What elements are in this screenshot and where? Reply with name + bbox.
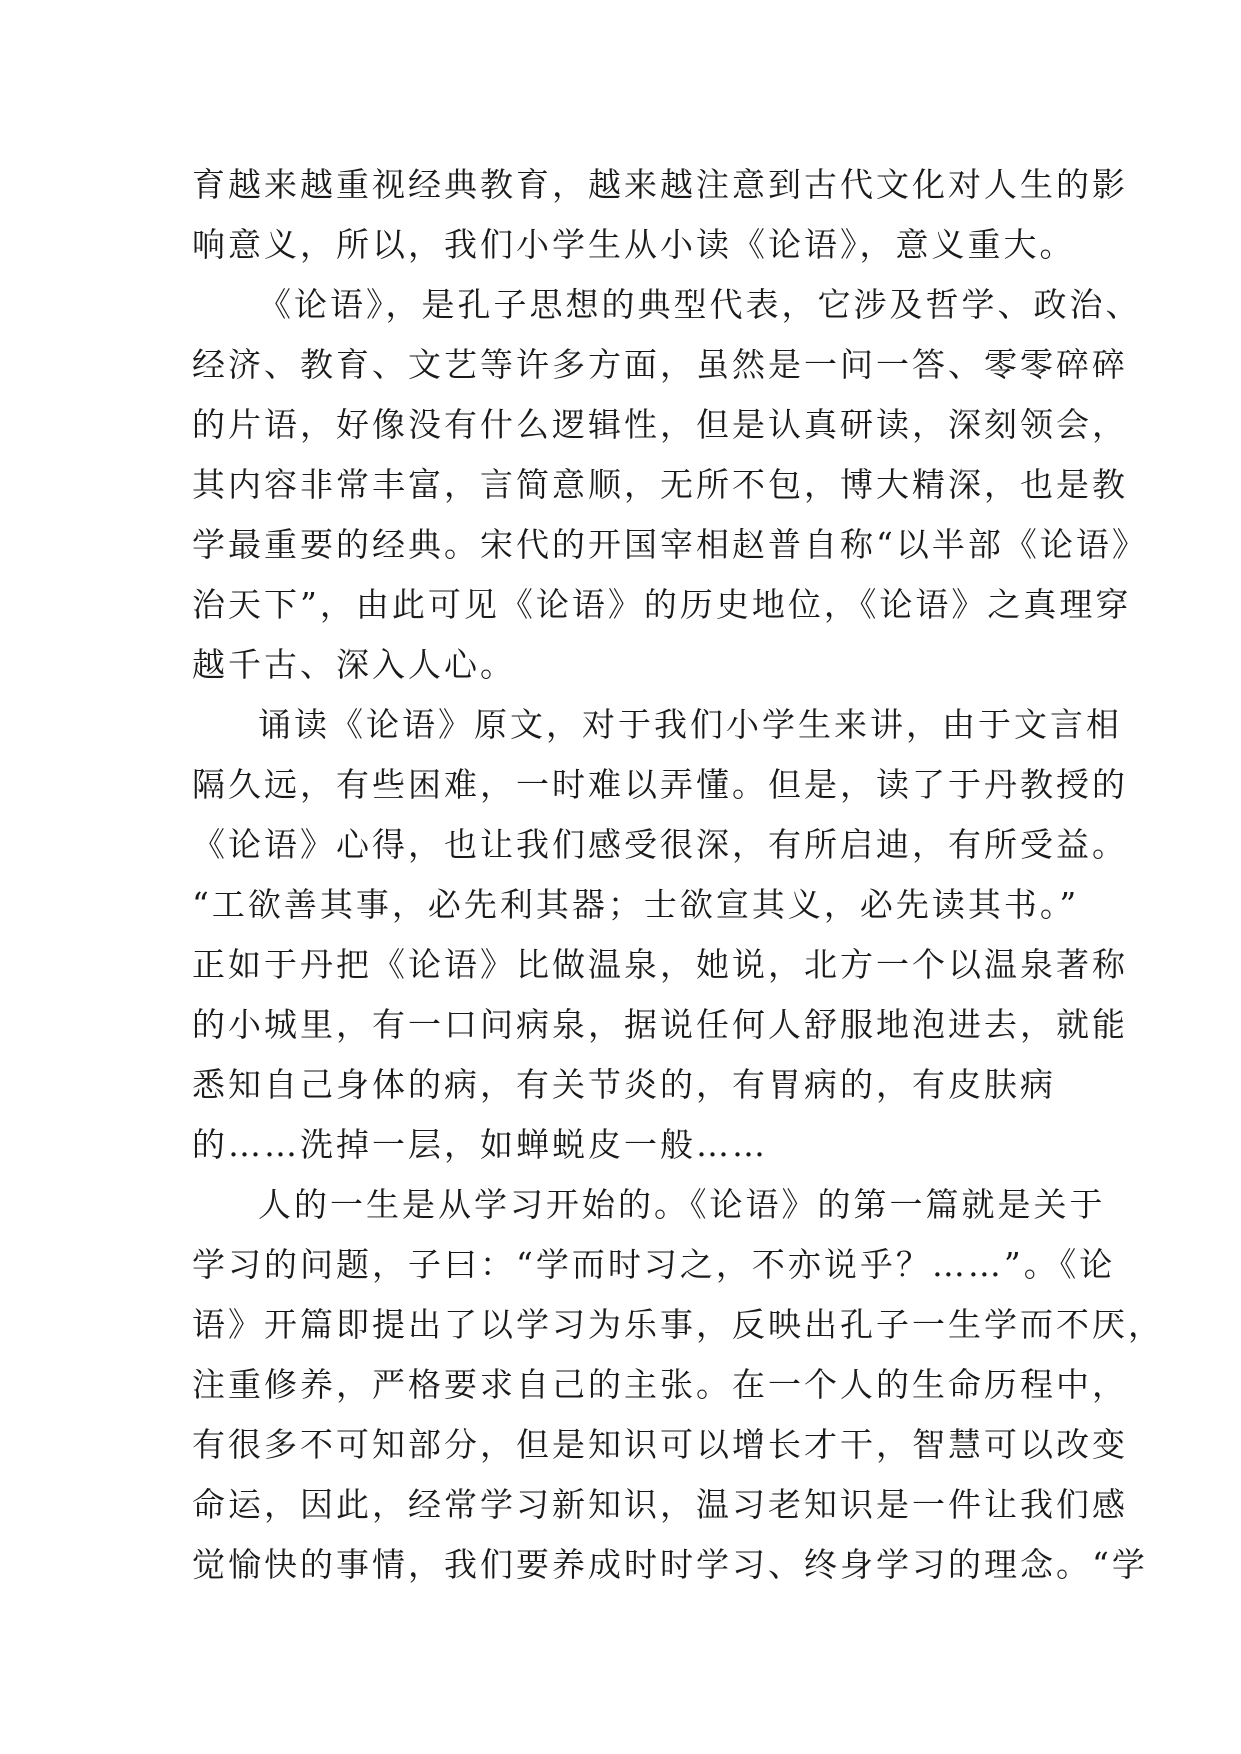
document-body	[192, 155, 1164, 1595]
text-line: 隔久远，有些困难，一时难以弄懂。但是，读了于丹教授的	[192, 765, 1128, 804]
text-line: 育越来越重视经典教育，越来越注意到古代文化对人生的影	[192, 165, 1128, 204]
text-line: 命运，因此，经常学习新知识，温习老知识是一件让我们感	[192, 1485, 1128, 1524]
paragraph-first-line: 人的一生是从学习开始的。《论语》的第一篇就是关于	[258, 1185, 1106, 1224]
text-line: 越千古、深入人心。	[192, 645, 516, 684]
text-line: 学最重要的经典。宋代的开国宰相赵普自称“以半部《论语》	[192, 525, 1148, 564]
text-line: 响意义，所以，我们小学生从小读《论语》，意义重大。	[192, 225, 1076, 264]
text-line: 的片语，好像没有什么逻辑性，但是认真研读，深刻领会，	[192, 405, 1128, 444]
text-line: 悉知自己身体的病，有关节炎的，有胃病的，有皮肤病	[192, 1065, 1056, 1104]
text-line: “工欲善其事，必先利其器；士欲宣其义，必先读其书。”	[192, 885, 1080, 924]
text-line: 治天下”，由此可见《论语》的历史地位，《论语》之真理穿	[192, 585, 1132, 624]
paragraph-first-line: 诵读《论语》原文，对于我们小学生来讲，由于文言相	[258, 705, 1122, 744]
text-line: 注重修养，严格要求自己的主张。在一个人的生命历程中，	[192, 1365, 1128, 1404]
text-line: 语》开篇即提出了以学习为乐事，反映出孔子一生学而不厌，	[192, 1305, 1164, 1344]
text-line: 的小城里，有一口问病泉，据说任何人舒服地泡进去，就能	[192, 1005, 1128, 1044]
text-line: 有很多不可知部分，但是知识可以增长才干，智慧可以改变	[192, 1425, 1128, 1464]
text-line: 学习的问题，子曰：“学而时习之，不亦说乎？……”。《论	[192, 1245, 1116, 1284]
text-line: 《论语》心得，也让我们感受很深，有所启迪，有所受益。	[192, 825, 1128, 864]
text-line: 觉愉快的事情，我们要养成时时学习、终身学习的理念。“学	[192, 1545, 1148, 1584]
text-line: 正如于丹把《论语》比做温泉，她说，北方一个以温泉著称	[192, 945, 1128, 984]
paragraph-first-line: 《论语》，是孔子思想的典型代表，它涉及哲学、政治、	[258, 285, 1142, 324]
text-line: 经济、教育、文艺等许多方面，虽然是一问一答、零零碎碎	[192, 345, 1128, 384]
text-line: 的……洗掉一层，如蝉蜕皮一般……	[192, 1125, 768, 1164]
text-line: 其内容非常丰富，言简意顺，无所不包，博大精深，也是教	[192, 465, 1128, 504]
